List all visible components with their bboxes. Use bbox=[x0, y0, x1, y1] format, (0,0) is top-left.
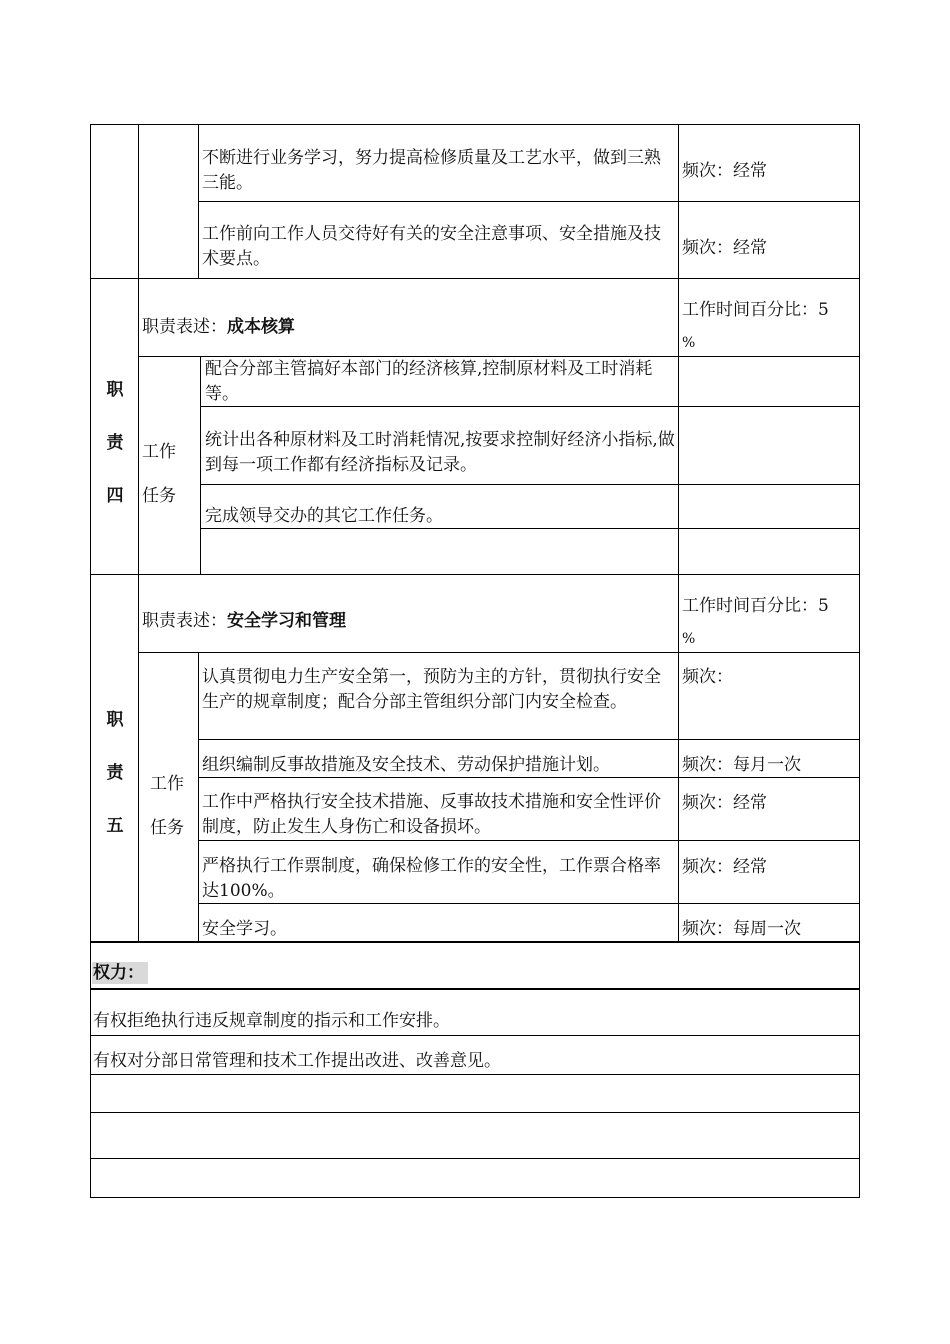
frequency-text: 频次：经常 bbox=[682, 857, 767, 877]
duty-description-prefix: 职责表述： bbox=[142, 611, 227, 631]
time-percentage: 工作时间百分比：5 bbox=[682, 300, 829, 320]
authority-title: 权力： bbox=[93, 963, 144, 983]
task-label-line: 工作 bbox=[142, 442, 176, 462]
duty-description-prefix: 职责表述： bbox=[142, 317, 227, 337]
frequency-text: 频次：每月一次 bbox=[682, 755, 801, 775]
duty-description bbox=[142, 314, 295, 340]
task-label-line: 任务 bbox=[150, 818, 184, 838]
authority-item: 有权对分部日常管理和技术工作提出改进、改善意见。 bbox=[93, 1051, 501, 1071]
task-label-line: 工作 bbox=[150, 774, 184, 794]
frequency-text: 频次：每周一次 bbox=[682, 919, 801, 939]
task-text: 安全学习。 bbox=[202, 919, 287, 939]
task-text: 配合分部主管搞好本部门的经济核算,控制原材料及工时消耗等。 bbox=[205, 359, 653, 404]
duty-description-title: 成本核算 bbox=[227, 317, 295, 337]
time-percentage: 工作时间百分比：5 bbox=[682, 596, 829, 616]
duty-description bbox=[142, 608, 346, 634]
task-label bbox=[142, 430, 182, 518]
duty-description-title: 安全学习和管理 bbox=[227, 611, 346, 631]
authority-item: 有权拒绝执行违反规章制度的指示和工作安排。 bbox=[93, 1011, 450, 1031]
duty-label-char: 职 bbox=[106, 710, 124, 730]
time-percentage-unit: % bbox=[682, 631, 696, 647]
duty-5-label bbox=[100, 694, 130, 853]
frequency-text: 频次：经常 bbox=[682, 161, 767, 181]
task-text: 不断进行业务学习，努力提高检修质量及工艺水平，做到三熟三能。 bbox=[202, 148, 661, 193]
task-text: 完成领导交办的其它工作任务。 bbox=[205, 506, 443, 526]
duty-label-char: 责 bbox=[106, 763, 124, 783]
duty-label-char: 责 bbox=[106, 433, 124, 453]
duty-label-char: 四 bbox=[106, 486, 124, 506]
task-text: 工作前向工作人员交待好有关的安全注意事项、安全措施及技术要点。 bbox=[202, 224, 661, 269]
duty-4-label bbox=[100, 364, 130, 523]
task-text: 严格执行工作票制度，确保检修工作的安全性，工作票合格率达100%。 bbox=[202, 856, 661, 901]
frequency-text: 频次：经常 bbox=[682, 793, 767, 813]
task-label-line: 任务 bbox=[142, 486, 176, 506]
task-text: 统计出各种原材料及工时消耗情况,按要求控制好经济小指标,做到每一项工作都有经济指标及记录。 bbox=[205, 430, 675, 475]
task-text: 认真贯彻电力生产安全第一，预防为主的方针，贯彻执行安全生产的规章制度；配合分部主管组织分部门内安全检查。 bbox=[202, 667, 661, 712]
duty-label-char: 职 bbox=[106, 380, 124, 400]
frequency-text: 频次： bbox=[682, 667, 733, 687]
time-percentage-unit: % bbox=[682, 335, 696, 351]
task-label bbox=[150, 762, 190, 850]
task-text: 工作中严格执行安全技术措施、反事故技术措施和安全性评价制度，防止发生人身伤亡和设备损坏。 bbox=[202, 792, 661, 837]
duty-label-char: 五 bbox=[106, 816, 124, 836]
task-text: 组织编制反事故措施及安全技术、劳动保护措施计划。 bbox=[202, 755, 610, 775]
frequency-text: 频次：经常 bbox=[682, 238, 767, 258]
